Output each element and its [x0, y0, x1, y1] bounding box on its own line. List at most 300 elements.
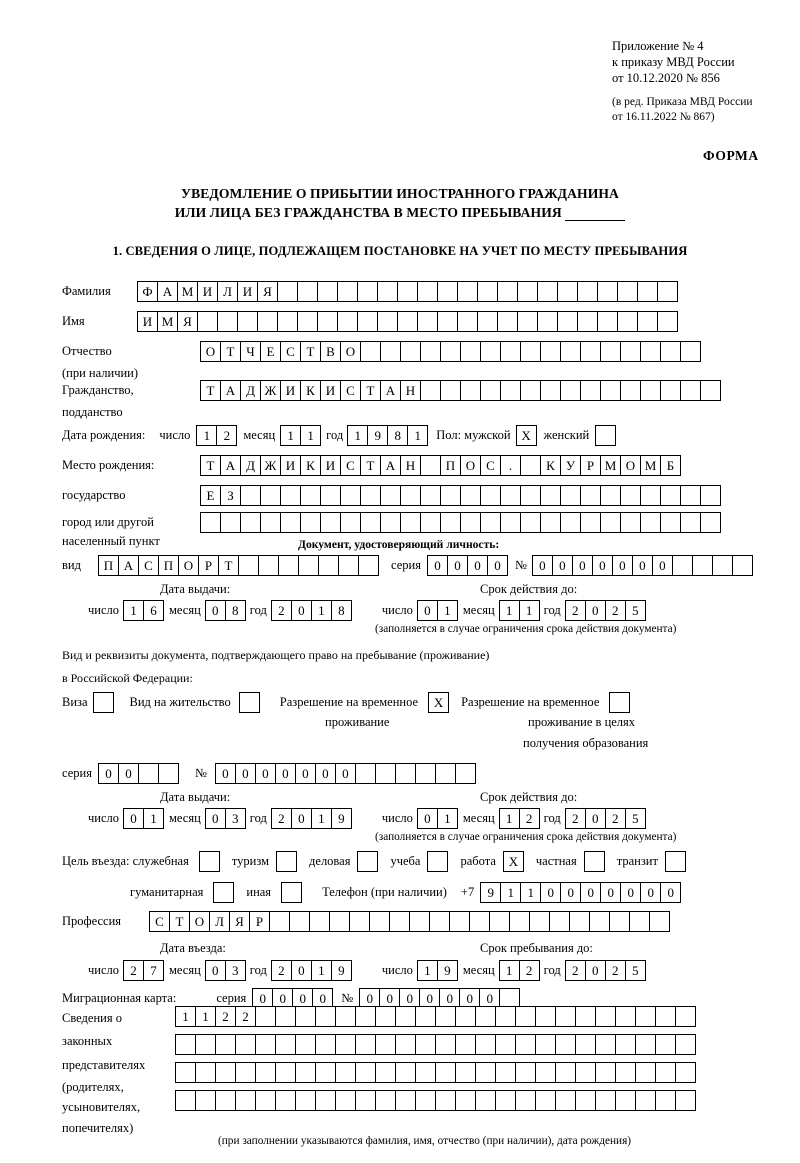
char-cell[interactable] — [417, 311, 438, 332]
birth-day-boxes[interactable] — [196, 425, 237, 446]
char-cell[interactable]: 1 — [499, 600, 520, 621]
char-cell[interactable] — [557, 281, 578, 302]
char-cell[interactable]: 0 — [612, 555, 633, 576]
char-cell[interactable]: 0 — [620, 882, 641, 903]
char-cell[interactable] — [555, 1062, 576, 1083]
char-cell[interactable]: С — [280, 341, 301, 362]
permit-issue-year-boxes[interactable] — [271, 808, 352, 829]
char-cell[interactable] — [655, 1034, 676, 1055]
char-cell[interactable]: О — [460, 455, 481, 476]
char-cell[interactable] — [255, 1062, 276, 1083]
char-cell[interactable] — [400, 512, 421, 533]
char-cell[interactable] — [732, 555, 753, 576]
char-cell[interactable]: С — [149, 911, 170, 932]
char-cell[interactable]: 2 — [565, 960, 586, 981]
char-cell[interactable] — [240, 512, 261, 533]
char-cell[interactable] — [309, 911, 330, 932]
char-cell[interactable]: 2 — [235, 1006, 256, 1027]
char-cell[interactable]: Р — [249, 911, 270, 932]
char-cell[interactable] — [649, 911, 670, 932]
char-cell[interactable] — [380, 485, 401, 506]
char-cell[interactable] — [440, 380, 461, 401]
char-cell[interactable] — [455, 1062, 476, 1083]
char-cell[interactable] — [295, 1034, 316, 1055]
char-cell[interactable]: 2 — [216, 425, 237, 446]
char-cell[interactable] — [637, 281, 658, 302]
char-cell[interactable]: 7 — [143, 960, 164, 981]
char-cell[interactable] — [497, 281, 518, 302]
char-cell[interactable] — [357, 281, 378, 302]
char-cell[interactable] — [220, 512, 241, 533]
char-cell[interactable]: 2 — [123, 960, 144, 981]
char-cell[interactable] — [575, 1006, 596, 1027]
char-cell[interactable]: С — [340, 380, 361, 401]
permit-issue-day-boxes[interactable] — [123, 808, 164, 829]
char-cell[interactable] — [415, 1006, 436, 1027]
char-cell[interactable] — [640, 512, 661, 533]
char-cell[interactable] — [395, 1090, 416, 1111]
char-cell[interactable]: 0 — [292, 988, 313, 1009]
permit-valid-year-boxes[interactable] — [565, 808, 646, 829]
char-cell[interactable] — [400, 485, 421, 506]
char-cell[interactable] — [680, 341, 701, 362]
char-cell[interactable] — [675, 1090, 696, 1111]
char-cell[interactable]: А — [380, 380, 401, 401]
char-cell[interactable] — [515, 1090, 536, 1111]
char-cell[interactable]: 9 — [331, 808, 352, 829]
char-cell[interactable]: Я — [229, 911, 250, 932]
char-cell[interactable] — [635, 1006, 656, 1027]
char-cell[interactable] — [375, 1034, 396, 1055]
char-cell[interactable] — [655, 1090, 676, 1111]
char-cell[interactable] — [535, 1006, 556, 1027]
char-cell[interactable] — [569, 911, 590, 932]
char-cell[interactable] — [529, 911, 550, 932]
char-cell[interactable] — [640, 380, 661, 401]
char-cell[interactable]: Л — [217, 281, 238, 302]
char-cell[interactable] — [278, 555, 299, 576]
char-cell[interactable] — [455, 1090, 476, 1111]
char-cell[interactable] — [597, 311, 618, 332]
permit-issue-month-boxes[interactable] — [205, 808, 246, 829]
char-cell[interactable]: 0 — [540, 882, 561, 903]
char-cell[interactable] — [597, 281, 618, 302]
char-cell[interactable] — [255, 1090, 276, 1111]
stay-day-boxes[interactable] — [417, 960, 458, 981]
char-cell[interactable]: Б — [660, 455, 681, 476]
char-cell[interactable]: 2 — [605, 960, 626, 981]
char-cell[interactable] — [255, 1006, 276, 1027]
char-cell[interactable] — [298, 555, 319, 576]
char-cell[interactable] — [655, 1062, 676, 1083]
char-cell[interactable] — [400, 341, 421, 362]
char-cell[interactable]: 0 — [487, 555, 508, 576]
char-cell[interactable] — [509, 911, 530, 932]
identity-number-boxes[interactable] — [532, 555, 753, 576]
purpose-other-checkbox[interactable] — [281, 882, 302, 903]
char-cell[interactable] — [460, 380, 481, 401]
char-cell[interactable] — [580, 341, 601, 362]
char-cell[interactable] — [600, 380, 621, 401]
char-cell[interactable]: 0 — [205, 600, 226, 621]
char-cell[interactable] — [380, 341, 401, 362]
char-cell[interactable] — [395, 1062, 416, 1083]
char-cell[interactable] — [215, 1062, 236, 1083]
char-cell[interactable] — [355, 1006, 376, 1027]
char-cell[interactable] — [277, 311, 298, 332]
char-cell[interactable]: 0 — [312, 988, 333, 1009]
char-cell[interactable] — [500, 380, 521, 401]
char-cell[interactable]: Е — [260, 341, 281, 362]
char-cell[interactable] — [457, 311, 478, 332]
char-cell[interactable] — [660, 341, 681, 362]
char-cell[interactable]: 0 — [419, 988, 440, 1009]
char-cell[interactable] — [377, 311, 398, 332]
char-cell[interactable] — [238, 555, 259, 576]
char-cell[interactable] — [437, 281, 458, 302]
char-cell[interactable]: Т — [200, 455, 221, 476]
char-cell[interactable] — [175, 1034, 196, 1055]
char-cell[interactable] — [409, 911, 430, 932]
char-cell[interactable]: 1 — [500, 882, 521, 903]
char-cell[interactable] — [477, 281, 498, 302]
char-cell[interactable] — [215, 1034, 236, 1055]
char-cell[interactable]: 1 — [311, 960, 332, 981]
char-cell[interactable] — [335, 1034, 356, 1055]
char-cell[interactable]: 1 — [311, 808, 332, 829]
char-cell[interactable]: 2 — [519, 960, 540, 981]
char-cell[interactable] — [435, 1062, 456, 1083]
phone-boxes[interactable] — [480, 882, 681, 903]
char-cell[interactable]: 0 — [467, 555, 488, 576]
char-cell[interactable]: 8 — [387, 425, 408, 446]
char-cell[interactable] — [360, 341, 381, 362]
char-cell[interactable]: 0 — [379, 988, 400, 1009]
permit-visa-checkbox[interactable] — [93, 692, 114, 713]
char-cell[interactable] — [617, 311, 638, 332]
char-cell[interactable] — [240, 485, 261, 506]
char-cell[interactable] — [540, 512, 561, 533]
char-cell[interactable] — [500, 341, 521, 362]
char-cell[interactable] — [200, 512, 221, 533]
char-cell[interactable] — [435, 1006, 456, 1027]
representatives-boxes-1[interactable] — [175, 1006, 696, 1027]
char-cell[interactable]: 0 — [98, 763, 119, 784]
char-cell[interactable] — [457, 281, 478, 302]
char-cell[interactable] — [315, 1006, 336, 1027]
identity-kind-boxes[interactable] — [98, 555, 379, 576]
char-cell[interactable]: 0 — [335, 763, 356, 784]
char-cell[interactable] — [255, 1034, 276, 1055]
char-cell[interactable] — [277, 281, 298, 302]
char-cell[interactable] — [260, 485, 281, 506]
char-cell[interactable]: Т — [169, 911, 190, 932]
purpose-item-checkbox[interactable] — [276, 851, 297, 872]
char-cell[interactable]: 0 — [359, 988, 380, 1009]
char-cell[interactable] — [389, 911, 410, 932]
char-cell[interactable] — [355, 1034, 376, 1055]
char-cell[interactable] — [557, 311, 578, 332]
char-cell[interactable] — [397, 311, 418, 332]
char-cell[interactable]: 0 — [660, 882, 681, 903]
char-cell[interactable] — [429, 911, 450, 932]
char-cell[interactable]: 9 — [331, 960, 352, 981]
permit-valid-day-boxes[interactable] — [417, 808, 458, 829]
char-cell[interactable] — [535, 1062, 556, 1083]
char-cell[interactable]: А — [380, 455, 401, 476]
char-cell[interactable] — [615, 1006, 636, 1027]
char-cell[interactable] — [318, 555, 339, 576]
char-cell[interactable]: Т — [360, 380, 381, 401]
char-cell[interactable] — [657, 311, 678, 332]
char-cell[interactable] — [609, 911, 630, 932]
char-cell[interactable] — [577, 311, 598, 332]
char-cell[interactable]: 0 — [652, 555, 673, 576]
char-cell[interactable]: 1 — [499, 808, 520, 829]
char-cell[interactable]: 0 — [417, 600, 438, 621]
char-cell[interactable] — [449, 911, 470, 932]
char-cell[interactable] — [540, 485, 561, 506]
char-cell[interactable] — [637, 311, 658, 332]
char-cell[interactable] — [349, 911, 370, 932]
char-cell[interactable] — [275, 1034, 296, 1055]
char-cell[interactable]: В — [320, 341, 341, 362]
char-cell[interactable] — [355, 1062, 376, 1083]
char-cell[interactable] — [337, 281, 358, 302]
char-cell[interactable] — [417, 281, 438, 302]
char-cell[interactable]: 0 — [272, 988, 293, 1009]
char-cell[interactable]: Д — [240, 455, 261, 476]
char-cell[interactable]: 0 — [585, 960, 606, 981]
char-cell[interactable]: 0 — [600, 882, 621, 903]
char-cell[interactable]: И — [320, 455, 341, 476]
char-cell[interactable]: 0 — [118, 763, 139, 784]
char-cell[interactable] — [580, 512, 601, 533]
char-cell[interactable] — [635, 1090, 656, 1111]
char-cell[interactable] — [369, 911, 390, 932]
char-cell[interactable] — [360, 512, 381, 533]
char-cell[interactable]: 5 — [625, 960, 646, 981]
char-cell[interactable] — [217, 311, 238, 332]
char-cell[interactable] — [475, 1034, 496, 1055]
representatives-boxes-2[interactable] — [175, 1034, 696, 1055]
char-cell[interactable] — [595, 1090, 616, 1111]
char-cell[interactable] — [335, 1006, 356, 1027]
char-cell[interactable]: П — [98, 555, 119, 576]
char-cell[interactable]: Е — [200, 485, 221, 506]
char-cell[interactable]: А — [157, 281, 178, 302]
char-cell[interactable] — [520, 485, 541, 506]
char-cell[interactable]: П — [158, 555, 179, 576]
char-cell[interactable]: У — [560, 455, 581, 476]
char-cell[interactable] — [440, 341, 461, 362]
char-cell[interactable]: 1 — [143, 808, 164, 829]
char-cell[interactable] — [375, 1062, 396, 1083]
char-cell[interactable] — [680, 380, 701, 401]
char-cell[interactable]: 0 — [479, 988, 500, 1009]
stay-year-boxes[interactable] — [565, 960, 646, 981]
char-cell[interactable]: 0 — [255, 763, 276, 784]
purpose-item-checkbox[interactable] — [665, 851, 686, 872]
char-cell[interactable] — [475, 1006, 496, 1027]
char-cell[interactable]: О — [200, 341, 221, 362]
char-cell[interactable]: Р — [198, 555, 219, 576]
sex-male-checkbox[interactable]: X — [516, 425, 537, 446]
char-cell[interactable]: О — [620, 455, 641, 476]
char-cell[interactable] — [297, 281, 318, 302]
name-boxes[interactable] — [137, 311, 678, 332]
char-cell[interactable] — [620, 512, 641, 533]
char-cell[interactable] — [660, 380, 681, 401]
char-cell[interactable]: И — [237, 281, 258, 302]
birthplace-boxes-3[interactable] — [200, 512, 721, 533]
purpose-service-checkbox[interactable] — [199, 851, 220, 872]
char-cell[interactable]: К — [300, 455, 321, 476]
purpose-item-checkbox[interactable]: X — [503, 851, 524, 872]
char-cell[interactable] — [235, 1090, 256, 1111]
char-cell[interactable] — [275, 1062, 296, 1083]
char-cell[interactable] — [540, 380, 561, 401]
char-cell[interactable]: 0 — [235, 763, 256, 784]
entry-year-boxes[interactable] — [271, 960, 352, 981]
char-cell[interactable]: 0 — [580, 882, 601, 903]
char-cell[interactable]: 0 — [572, 555, 593, 576]
char-cell[interactable] — [615, 1062, 636, 1083]
char-cell[interactable] — [537, 281, 558, 302]
char-cell[interactable] — [549, 911, 570, 932]
char-cell[interactable] — [460, 512, 481, 533]
char-cell[interactable] — [489, 911, 510, 932]
char-cell[interactable] — [577, 281, 598, 302]
char-cell[interactable] — [655, 1006, 676, 1027]
char-cell[interactable]: Н — [400, 455, 421, 476]
char-cell[interactable] — [420, 455, 441, 476]
stay-month-boxes[interactable] — [499, 960, 540, 981]
char-cell[interactable] — [600, 341, 621, 362]
char-cell[interactable]: М — [640, 455, 661, 476]
char-cell[interactable]: 0 — [640, 882, 661, 903]
char-cell[interactable]: 1 — [280, 425, 301, 446]
char-cell[interactable] — [215, 1090, 236, 1111]
char-cell[interactable] — [515, 1006, 536, 1027]
char-cell[interactable]: 2 — [565, 600, 586, 621]
char-cell[interactable] — [375, 1006, 396, 1027]
char-cell[interactable]: 2 — [271, 808, 292, 829]
char-cell[interactable] — [280, 512, 301, 533]
char-cell[interactable] — [340, 485, 361, 506]
surname-boxes[interactable] — [137, 281, 678, 302]
char-cell[interactable] — [280, 485, 301, 506]
char-cell[interactable] — [415, 1034, 436, 1055]
char-cell[interactable] — [595, 1006, 616, 1027]
char-cell[interactable]: 5 — [625, 808, 646, 829]
char-cell[interactable] — [520, 512, 541, 533]
char-cell[interactable] — [620, 341, 641, 362]
char-cell[interactable]: Т — [220, 341, 241, 362]
char-cell[interactable] — [138, 763, 159, 784]
permit-temp-checkbox[interactable]: X — [428, 692, 449, 713]
char-cell[interactable] — [295, 1090, 316, 1111]
identity-issue-day-boxes[interactable] — [123, 600, 164, 621]
char-cell[interactable] — [615, 1090, 636, 1111]
char-cell[interactable]: 9 — [480, 882, 501, 903]
char-cell[interactable]: А — [220, 380, 241, 401]
char-cell[interactable] — [535, 1090, 556, 1111]
char-cell[interactable]: 0 — [291, 960, 312, 981]
char-cell[interactable]: М — [600, 455, 621, 476]
char-cell[interactable] — [555, 1090, 576, 1111]
char-cell[interactable]: Ф — [137, 281, 158, 302]
char-cell[interactable] — [315, 1090, 336, 1111]
char-cell[interactable]: Т — [300, 341, 321, 362]
permit-number-boxes[interactable] — [215, 763, 476, 784]
char-cell[interactable] — [420, 380, 441, 401]
char-cell[interactable]: 1 — [123, 600, 144, 621]
char-cell[interactable]: 0 — [291, 600, 312, 621]
birth-year-boxes[interactable] — [347, 425, 428, 446]
char-cell[interactable] — [635, 1034, 656, 1055]
representatives-boxes-3[interactable] — [175, 1062, 696, 1083]
char-cell[interactable]: 0 — [205, 960, 226, 981]
char-cell[interactable] — [440, 512, 461, 533]
char-cell[interactable] — [617, 281, 638, 302]
char-cell[interactable] — [660, 485, 681, 506]
char-cell[interactable] — [377, 281, 398, 302]
char-cell[interactable]: 2 — [271, 600, 292, 621]
char-cell[interactable]: 2 — [565, 808, 586, 829]
char-cell[interactable] — [297, 311, 318, 332]
char-cell[interactable] — [560, 512, 581, 533]
char-cell[interactable] — [615, 1034, 636, 1055]
entry-day-boxes[interactable] — [123, 960, 164, 981]
char-cell[interactable] — [700, 380, 721, 401]
permit-residence-checkbox[interactable] — [239, 692, 260, 713]
char-cell[interactable] — [320, 512, 341, 533]
char-cell[interactable] — [575, 1062, 596, 1083]
char-cell[interactable] — [315, 1062, 336, 1083]
char-cell[interactable] — [380, 512, 401, 533]
char-cell[interactable] — [415, 763, 436, 784]
char-cell[interactable] — [357, 311, 378, 332]
char-cell[interactable] — [515, 1062, 536, 1083]
char-cell[interactable] — [375, 1090, 396, 1111]
char-cell[interactable] — [657, 281, 678, 302]
char-cell[interactable] — [517, 311, 538, 332]
char-cell[interactable] — [437, 311, 458, 332]
permit-series-boxes[interactable] — [98, 763, 179, 784]
char-cell[interactable] — [700, 512, 721, 533]
char-cell[interactable]: А — [118, 555, 139, 576]
char-cell[interactable]: 2 — [215, 1006, 236, 1027]
char-cell[interactable] — [289, 911, 310, 932]
char-cell[interactable]: 3 — [225, 808, 246, 829]
char-cell[interactable] — [275, 1006, 296, 1027]
char-cell[interactable] — [420, 485, 441, 506]
identity-valid-day-boxes[interactable] — [417, 600, 458, 621]
char-cell[interactable]: Т — [360, 455, 381, 476]
char-cell[interactable] — [495, 1006, 516, 1027]
char-cell[interactable] — [337, 311, 358, 332]
char-cell[interactable]: 0 — [205, 808, 226, 829]
char-cell[interactable]: . — [500, 455, 521, 476]
char-cell[interactable] — [335, 1062, 356, 1083]
char-cell[interactable]: И — [280, 380, 301, 401]
char-cell[interactable] — [338, 555, 359, 576]
char-cell[interactable]: Н — [400, 380, 421, 401]
char-cell[interactable]: С — [340, 455, 361, 476]
char-cell[interactable] — [535, 1034, 556, 1055]
char-cell[interactable]: М — [177, 281, 198, 302]
